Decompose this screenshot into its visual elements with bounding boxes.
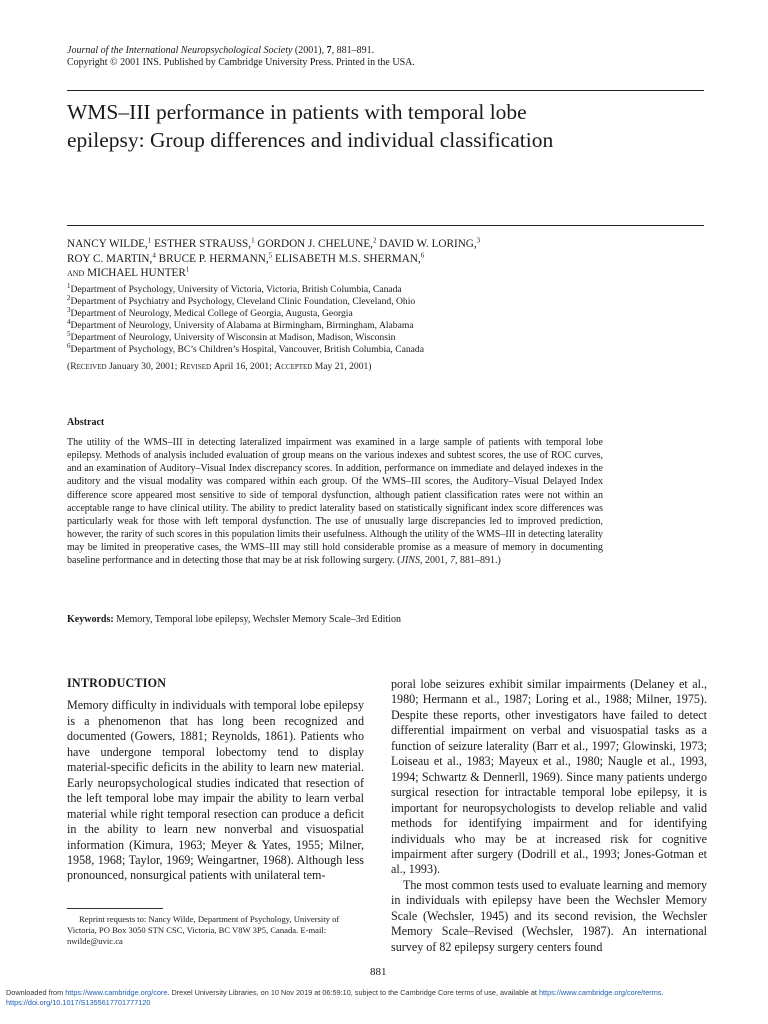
download-line — [6, 988, 766, 998]
right-column — [391, 677, 707, 955]
affiliation-item — [67, 293, 707, 308]
author-affil-sup: 1 — [251, 236, 255, 245]
body-paragraph: poral lobe seizures exhibit similar impairments (Delaney et al., 1980; Hermann et al., 1987; Loring et al., 1988; Milner, 1975). Despite these reports, other investigators have failed to detect differential impairment on verbal and visuospatial tasks as a function of seizure laterality (Barr et al., 1997; Glowinski, 1973; Loiseau et al., 1983; Mayeux et al., 1980; Naugle et al., 1993, 1994; Schwartz & Dennerll, 1969). Since many patients undergo surgical resection for intractable temporal lobe epilepsy, it is important for neuropsychologists to develop reliable and valid methods for identifying impairment and for identifying individuals who may be at increased risk for cognitive impairment after surgery (Dodrill et al., 1993; Jones-Gotman et al., 1993). — [391, 677, 707, 877]
abstract-body — [67, 436, 603, 568]
journal-pages: , 881–891. — [331, 45, 375, 56]
affiliation-text: Department of Psychiatry and Psychology, Cleveland Clinic Foundation, Cleveland, Ohio — [70, 296, 416, 308]
author-name: GORDON J. CHELUNE, — [254, 238, 373, 250]
abstract-text: The utility of the WMS–III in detecting lateralized impairment was examined in a large sample of patients with temporal lobe epilepsy. Methods of analysis included evaluation of group means on the various indexes and subtest scores, the use of ROC curves, and an examination of Auditory–Visual Index discrepancy scores. In addition, performance on immediate and delayed indexes in the auditory and the visual modality was compared within each group. Of the WMS–III scores, the Auditory–Visual Delayed Index difference score appeared most sensitive to side of temporal dysfunction, although patient classification rates were not within an acceptable range to have clinical utility. The ability to predict laterality based on statistically significant index score differences was particularly weak for those with left temporal dysfunction. The use of unusually large discrepancies led to improved prediction, however, the rarity of such scores in this population limits their usefulness. Although the utility of the WMS–III in detecting laterality may be limited in preoperative cases, the WMS–III may still hold considerable promise as a measure of memory in documenting baseline performance and in detecting those that may be at risk following surgery. ( — [67, 437, 603, 567]
author-name: BRUCE P. HERMANN, — [155, 252, 269, 265]
keywords-text: Memory, Temporal lobe epilepsy, Wechsler Memory Scale–3rd Edition — [113, 614, 401, 625]
copyright-line: Copyright © 2001 INS. Published by Cambridge University Press. Printed in the USA. — [67, 57, 415, 68]
abstract-cite-volume: 7 — [449, 555, 455, 567]
affiliation-item — [67, 320, 707, 332]
affiliation-number: 2 — [67, 293, 71, 302]
article-title — [67, 98, 707, 154]
received-label: Received — [70, 361, 107, 372]
author-affil-sup: 1 — [147, 236, 152, 245]
download-suffix: . — [661, 988, 664, 997]
doi-link[interactable]: https://doi.org/10.1017/S1355617701777120 — [6, 998, 151, 1007]
affiliation-number: 4 — [67, 318, 71, 327]
affiliation-item — [67, 308, 707, 320]
accepted-label: Accepted — [274, 361, 313, 372]
affiliation-text: Department of Psychology, University of Victoria, Victoria, British Columbia, Canada — [70, 284, 402, 295]
left-column — [67, 676, 364, 884]
affiliation-list — [67, 281, 707, 357]
title-line-1: WMS–III performance in patients with temporal lobe — [67, 100, 527, 124]
author-name: MICHAEL HUNTER — [84, 267, 186, 279]
affiliation-number: 5 — [67, 330, 71, 339]
journal-volume: 7 — [326, 45, 332, 56]
author-affil-sup: 3 — [476, 236, 481, 245]
author-line-2 — [67, 252, 707, 267]
title-line-2: epilepsy: Group differences and individual classification — [67, 128, 554, 152]
download-middle: . Drexel University Libraries, on 10 Nov 2019 at 06:59:10, subject to the Cambridge Core terms of use, available at — [167, 988, 539, 997]
author-name: ROY C. MARTIN, — [67, 252, 153, 265]
section-heading-introduction: INTRODUCTION — [67, 676, 167, 690]
author-name: ESTHER STRAUSS, — [151, 238, 252, 250]
received-dates — [67, 361, 372, 373]
revised-label: Revised — [179, 361, 212, 372]
author-conjunction: and — [67, 267, 85, 279]
keywords-label: Keywords: — [67, 614, 114, 625]
author-affil-sup: 4 — [152, 250, 156, 259]
affiliation-item — [67, 344, 707, 356]
author-affil-sup: 1 — [185, 265, 190, 274]
accepted-date: May 21, 2001) — [312, 361, 372, 372]
affiliation-item — [67, 332, 707, 344]
author-name: NANCY WILDE, — [67, 238, 148, 250]
author-line-3 — [67, 266, 707, 281]
affiliation-number: 3 — [67, 306, 71, 314]
author-list — [67, 237, 707, 281]
reprint-footnote: Reprint requests to: Nancy Wilde, Department of Psychology, University of Victoria, PO Box 3050 STN CSC, Victoria, BC V8W 3P5, Canada. E-mail: nwilde@uvic.ca — [67, 914, 340, 946]
affiliation-item — [67, 281, 707, 296]
footnote-rule — [67, 908, 163, 909]
journal-header — [67, 45, 415, 69]
keywords-line — [67, 614, 401, 625]
received-paren: ( — [67, 361, 71, 372]
journal-citation — [67, 45, 415, 57]
affiliation-text: Department of Psychology, BC’s Children’s Hospital, Vancouver, British Columbia, Canada — [70, 344, 424, 356]
abstract-cite-journal: JINS — [400, 555, 420, 567]
abstract-cite-year: , 2001, — [419, 555, 450, 567]
affiliation-number: 1 — [67, 281, 71, 290]
journal-name: Journal of the International Neuropsychological Society — [67, 45, 293, 56]
abstract-heading: Abstract — [67, 417, 105, 428]
page-number: 881 — [370, 966, 387, 978]
revised-date: April 16, 2001; — [211, 361, 275, 372]
journal-year: (2001), — [292, 45, 327, 56]
author-line-1 — [67, 237, 707, 252]
body-paragraph: Memory difficulty in individuals with temporal lobe epilepsy is a phenomenon that has long been recognized and documented (Gowers, 1881; Reynolds, 1861). Patients who have undergone temporal lobectomy tend to display material-specific deficits in the ability to learn new material. Early neuropsychological studies indicated that resection of the left temporal lobe may impair the ability to learn verbal material while right temporal resection can produce a deficit in the ability to learn new nonverbal and visuospatial information (Kimura, 1963; Meyer & Yates, 1955; Milner, 1958, 1968; Taylor, 1969; Weingartner, 1968). Although less pronounced, nonsurgical patients with unilateral tem- — [67, 698, 364, 883]
author-affil-sup: 6 — [420, 250, 425, 259]
body-paragraph: The most common tests used to evaluate learning and memory in individuals with epilepsy have been the Wechsler Memory Scale (Wechsler, 1945) and its second revision, the Wechsler Memory Scale–Revised (Wechsler, 1987). An international survey of 82 epilepsy surgery centers found — [391, 877, 707, 954]
author-name: DAVID W. LORING, — [376, 238, 477, 250]
download-notice — [6, 988, 766, 1008]
author-name: ELISABETH M.S. SHERMAN, — [272, 252, 421, 265]
abstract-cite-pages: , 881–891.) — [454, 555, 501, 567]
affiliation-number: 6 — [67, 342, 71, 351]
affiliation-text: Department of Neurology, University of Alabama at Birmingham, Birmingham, Alabama — [70, 320, 414, 332]
affiliation-text: Department of Neurology, Medical College of Georgia, Augusta, Georgia — [70, 308, 353, 320]
terms-link[interactable]: https://www.cambridge.org/core/terms — [538, 988, 662, 997]
cambridge-core-link[interactable]: https://www.cambridge.org/core — [65, 988, 168, 997]
top-rule — [67, 90, 704, 91]
download-prefix: Downloaded from — [6, 988, 66, 997]
affiliation-text: Department of Neurology, University of Wisconsin at Madison, Madison, Wisconsin — [70, 332, 396, 344]
author-affil-sup: 5 — [268, 250, 273, 259]
title-rule — [67, 225, 704, 226]
received-date: January 30, 2001; — [106, 361, 180, 372]
author-affil-sup: 2 — [372, 236, 377, 245]
